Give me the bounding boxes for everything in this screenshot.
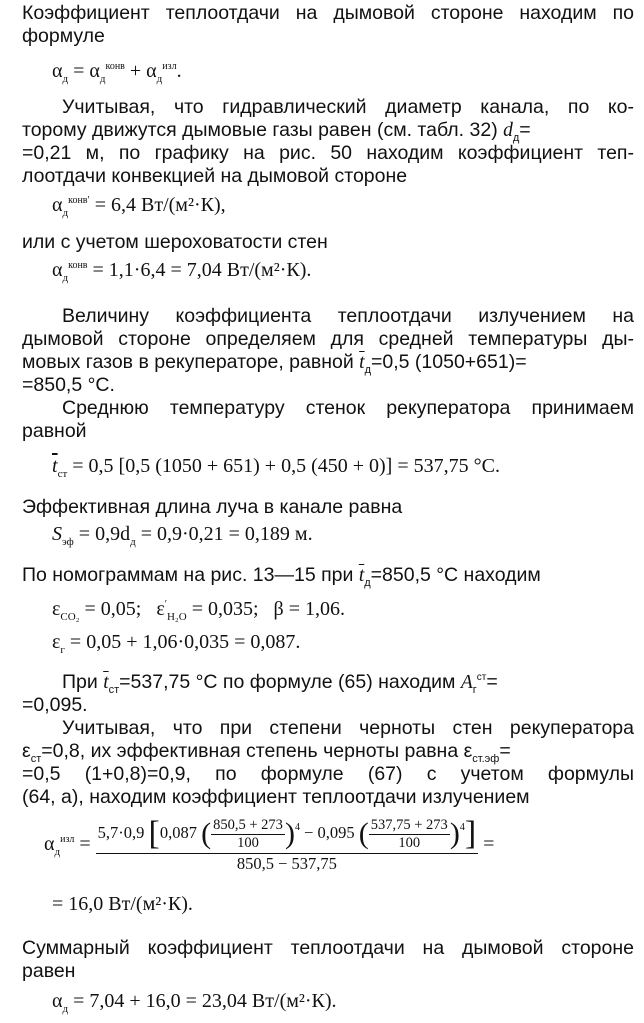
text-line: =0,095.	[22, 694, 88, 716]
formula-eps-gases: $\varepsilon_{CO_2} = 0,05$; $\varepsilon'_{H_2O} = 0,035$; β = 1,06.	[52, 598, 346, 623]
text-line: Среднюю температуру стенок рекуператора принимаем	[62, 397, 634, 419]
formula-eps-g: $\varepsilon_г = 0,05 + 1,06\cdot 0,035 = 0,087$.	[52, 631, 301, 656]
formula-alpha-konv-rough: $\alpha_д^{конв} = 1,1\cdot 6,4 = 7,04$ Вт/(м²·К).	[52, 259, 312, 284]
formula-alpha-rad: $\alpha_д^{изл}$ = 5,7·0,9 [0,087 ( $\frac{850,5 + 273}{100}$ )$^4$ − 0,095 ( $\frac{537,75 + 273}{100}$ )$^4$] 850,5 − 537,75 =	[44, 815, 495, 873]
formula-alpha-rad-result: = 16,0 Вт/(м²·К).	[52, 893, 193, 915]
text-line: $\varepsilon_{ст}=0,8$, их эффективная степень черноты равна $\varepsilon_{ст.эф}=$	[22, 740, 511, 765]
text-line: лоотдачи конвекцией на дымовой стороне	[22, 165, 408, 187]
formula-alpha-konv: $\alpha_д^{конв'} = 6,4$ Вт/(м²·К),	[52, 194, 226, 219]
text-line: По номограммам на рис. 13—15 при $\overline{t}_д=850,5$ °С находим	[22, 564, 541, 589]
text-line: (64, а), находим коэффициент теплоотдачи излучением	[22, 786, 530, 808]
text-line: торому движутся дымовые газы равен (см. табл. 32) $d_д=$	[22, 119, 531, 144]
text-line: Коэффициент теплоотдачи на дымовой стороне находим по	[22, 2, 634, 24]
formula-t-wall: $\overline{t}_{ст} = 0,5$ [0,5 (1050 + 651) + 0,5 (450 + 0)] = 537,75 °С.	[52, 455, 500, 480]
text-line: или с учетом шероховатости стен	[22, 231, 328, 253]
main-fraction: 5,7·0,9 [0,087 ( $\frac{850,5 + 273}{100}$ )$^4$ − 0,095 ( $\frac{537,75 + 273}{100}$ )$^4$] 850,5 − 537,75	[97, 815, 477, 873]
text-line: формуле	[22, 25, 105, 47]
text-line: Учитывая, что при степени черноты стен рекуператора	[62, 717, 634, 739]
text-line: =850,5 °С.	[22, 374, 115, 396]
formula-alpha-total: $\alpha_д = 7,04 + 16,0 = 23,04$ Вт/(м²·К).	[52, 990, 337, 1015]
text-line: Суммарный коэффициент теплоотдачи на дымовой стороне	[22, 937, 634, 959]
text-line: =0,5 (1+0,8)=0,9, по формуле (67) с учетом формулы	[22, 763, 634, 785]
formula-alpha-sum: $\alpha_д = \alpha_д^{конв} + \alpha_д^{изл}$.	[52, 60, 182, 85]
text-line: При $\overline{t}_{ст}=537,75$ °С по формуле (65) находим $A_г^{ст}=$	[62, 671, 498, 696]
text-line: Эффективная длина луча в канале равна	[22, 496, 403, 518]
text-line: равной	[22, 420, 87, 442]
text-line: =0,21 м, по графику на рис. 50 находим коэффициент теп-	[22, 142, 634, 164]
text-line: Величину коэффициента теплоотдачи излучением на	[62, 305, 634, 327]
text-line: дымовой стороне определяем для средней температуры ды-	[22, 328, 634, 350]
formula-s-eff: $S_{эф} = 0,9d_д = 0,9\cdot 0,21 = 0,189$ м.	[52, 523, 313, 548]
text-line: равен	[22, 960, 76, 982]
text-line: мовых газов в рекуператоре, равной $\overline{t}_д=0,5$ (1050+651)=	[22, 351, 527, 376]
text-line: Учитывая, что гидравлический диаметр канала, по ко-	[62, 96, 634, 118]
